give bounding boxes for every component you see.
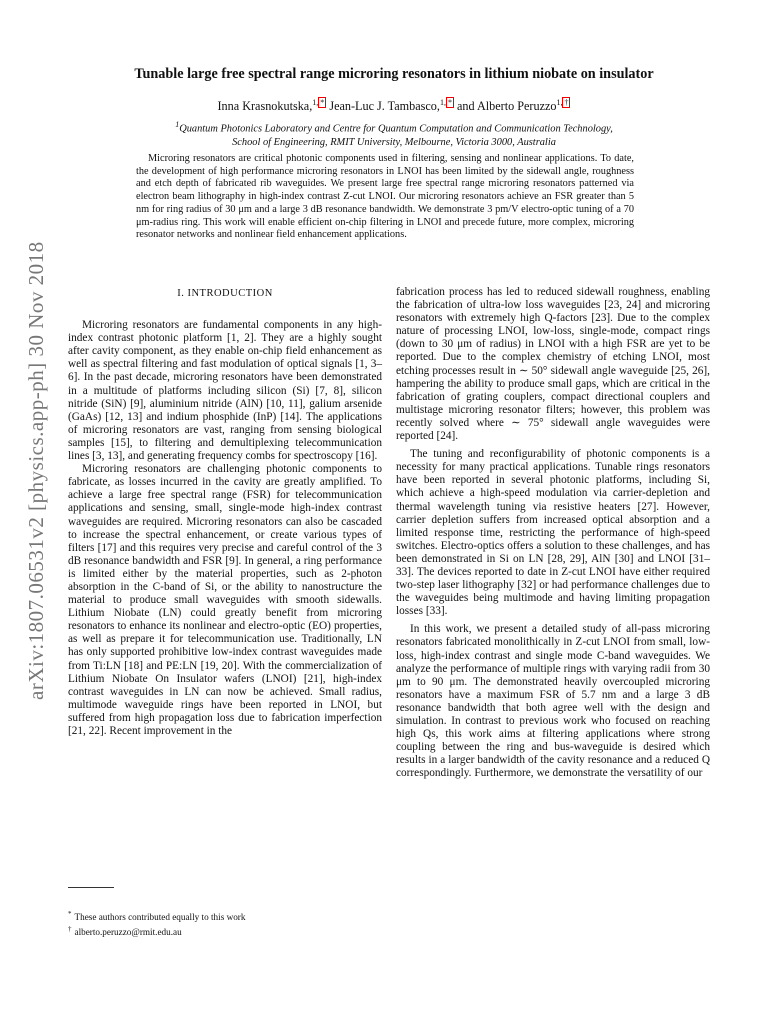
affiliation-line: School of Engineering, RMIT University, Melbourne, Victoria 3000, Australia	[232, 137, 556, 149]
footnote	[68, 924, 382, 939]
left-column	[68, 286, 382, 738]
body-paragraph: fabrication process has led to reduced sidewall roughness, enabling the fabrication of ultra-low loss waveguides [23, 24] and microring resonators with extremely high Q-factors [23]. Due to the complex nature of processing LNOI, low-loss, single-mode, compact rings (down to 30 μm of radius) in LNOI with a high FSR are yet to be reported. Due to the complex chemistry of etching LNOI, most etching processes result in ∼ 50° sidewall angle waveguide [25, 26], hampering the ability to produce small gaps, which are critical in the fabrication of grating couplers, compact directional couplers and multistage microring resonator filters; however, this problem was recently solved where ∼ 75° sidewall angle waveguides were reported [24].	[396, 286, 710, 443]
affiliation-mark: 1	[175, 120, 180, 129]
author-list	[40, 97, 748, 114]
footnote	[68, 909, 382, 924]
footnote-divider	[68, 887, 114, 888]
right-column	[396, 286, 710, 780]
affiliation-line: Quantum Photonics Laboratory and Centre for Quantum Computation and Communication Technology,	[179, 123, 613, 135]
footnotes	[68, 909, 382, 938]
footnote-mark: †	[68, 924, 72, 933]
footnote-email[interactable]: alberto.peruzzo@rmit.edu.au	[74, 926, 182, 937]
body-paragraph: In this work, we present a detailed study of all-pass microring resonators fabricated monolithically in Z-cut LNOI from small, low-loss, high-index contrast and single mode C-band waveguides. We analyze the performance of multiple rings with varying radii from 30 μm to 90 μm. The demonstrated heavily overcoupled microring resonators have a maximum FSR of 5.7 nm and a large 3 dB resonance bandwidth that both agree well with the design and simulation. In contrast to previous work who focused on reaching high Qs, this work aims at filtering applications where strong coupling between the ring and bus-waveguide is desired which results in a larger bandwidth of the cavity resonance and a reduced Q correspondingly. Furthermore, we demonstrate the versatility of our	[396, 623, 710, 780]
author-affil-mark: 1,	[312, 98, 319, 107]
author-affil-mark: 1,	[556, 98, 563, 107]
footnote-link[interactable]: †	[564, 98, 569, 107]
body-paragraph: Microring resonators are fundamental components in any high-index contrast photonic platform [1, 2]. They are a highly sought after cavity component, as they enable on-chip field enhancement as well as spectral filtering and fast modulation of optical signals [1, 3–6]. In the past decade, microring resonators have been demonstrated in a multitude of platforms including silicon (Si) [7, 8], silicon nitride (SiN) [9], aluminium nitride (AlN) [10, 11], galium arsenide (GaAs) [12, 13] and indium phosphide (InP) [14]. The applications of microring resonators are vast, ranging from sensing biological samples [15], to filtering and demultiplexing telecommunication lines [3, 13], and generating frequency combs for spectroscopy [16].	[68, 319, 382, 463]
author-name: Jean-Luc J. Tambasco,	[326, 99, 440, 114]
author-affil-mark: 1,	[439, 98, 446, 107]
affiliation	[90, 118, 698, 150]
author-name: Inna Krasnokutska,	[217, 99, 313, 114]
body-paragraph: Microring resonators are challenging photonic components to fabricate, as losses incurred in the cavity are greatly amplified. To achieve a large free spectral range (FSR) for telecommunication applications and sensing, small, single-mode high-index contrast waveguides are required. Microring resonators can also be cascaded to increase the spectral enhancement, or create various types of filters [17] and this requires very precise and careful control of the 3 dB resonance bandwidth and FSR [9]. In general, a ring performance is limited either by the material properties, such as 2-photon absorption in the C-band of Si, or the ability to nanostructure the material to produce small waveguides with smooth sidewalls. Lithium Niobate (LN) could greatly benefit from microring resonators to enhance its nonlinear and electro-optic (EO) properties, as well as prepare it for telecommunication use. Traditionally, LN has only supported prohibitive low-index contrast waveguides made from Ti:LN [18] and PE:LN [19, 20]. With the commercialization of Lithium Niobate On Insulator wafers (LNOI) [21], high-index contrast waveguides in LN can now be achieved. Small radius, multimode waveguide rings have been reported in LNOI, but suffered from high propagation loss due to fabrication imperfection [21, 22]. Recent improvement in the	[68, 463, 382, 737]
footnote-text: These authors contributed equally to this work	[74, 912, 246, 923]
author-name: and Alberto Peruzzo	[453, 99, 557, 114]
abstract-text: Microring resonators are critical photonic components used in filtering, sensing and nonlinear applications. To date, the development of high performance microring resonators in LNOI has been limited by the sidewall angle, roughness and etch depth of fabricated rib waveguides. We present large free spectral range microring resonators patterned via electron beam lithography in high-index contrast Z-cut LNOI. Our microring resonators achieve an FSR greater than 5 nm for ring radius of 30 μm and a large 3 dB resonance bandwidth. We demonstrate 3 pm/V electro-optic tuning of a 70 μm-radius ring. This work will enable efficient on-chip filtering in LNOI and precede future, more complex, microring resonator networks and nonlinear field enhancement applications.	[136, 153, 634, 241]
abstract	[136, 153, 634, 242]
section-heading: I. INTRODUCTION	[177, 288, 273, 299]
footnote-link[interactable]: *	[447, 98, 452, 107]
paper-title: Tunable large free spectral range microring resonators in lithium niobate on insulator	[134, 66, 654, 82]
footnote-link[interactable]: *	[320, 98, 325, 107]
footnote-mark: *	[68, 910, 72, 918]
arxiv-stamp: arXiv:1807.06531v2 [physics.app-ph] 30 Nov 2018	[24, 241, 48, 700]
body-paragraph: The tuning and reconfigurability of photonic components is a necessity for many practical applications. Tunable rings resonators have been reported in several photonic platforms, including Si, which achieve a high-speed modulation via carrier-depletion and thermal wavelength tuning via resistive heaters [27]. However, carrier depletion suffers from increased optical absorption and a limited response time, restricting the performance of high-speed switches. Electro-optics offers a solution to these challenges, and has been demonstrated in Si on LN [28, 29], AlN [30] and LNOI [31–33]. The devices reported to date in Z-cut LNOI have either required two-step laser lithography [32] or had performance challenges due to the waveguides being multimode and having limiting propagation losses [33].	[396, 448, 710, 618]
